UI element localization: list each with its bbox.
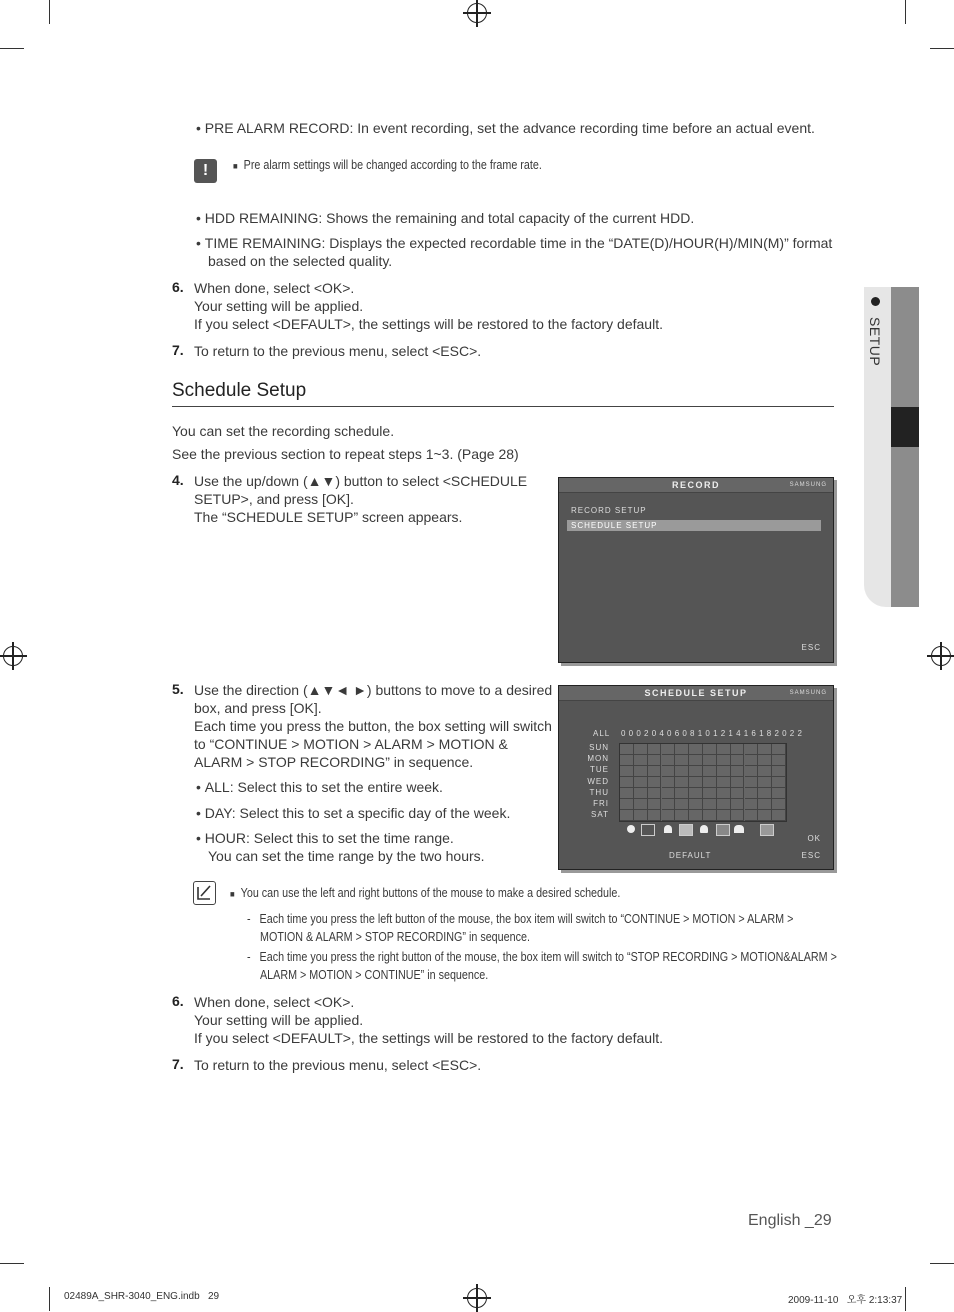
schedule-cell[interactable] xyxy=(745,788,759,799)
legend-continue-box xyxy=(641,824,655,836)
bullet-day: • DAY: Select this to set a specific day of the week. xyxy=(196,805,511,821)
legend-motion-alarm-box xyxy=(760,824,774,836)
schedule-cell[interactable] xyxy=(745,755,759,766)
schedule-cell[interactable] xyxy=(717,777,731,788)
caution-note: ■ Pre alarm settings will be changed according to the frame rate. xyxy=(233,158,542,172)
schedule-cell[interactable] xyxy=(675,777,689,788)
bullet-time-remaining: • TIME REMAINING: Displays the expected recordable time in the “DATE(D)/HOUR(H)/MIN(M)” format xyxy=(196,235,833,251)
caution-icon: ! xyxy=(194,159,217,183)
step-number: 7. xyxy=(172,342,184,358)
schedule-cell[interactable] xyxy=(731,799,745,810)
schedule-cell[interactable] xyxy=(648,799,662,810)
esc-button[interactable]: ESC xyxy=(801,643,821,652)
schedule-cell[interactable] xyxy=(731,766,745,777)
step7b-text: To return to the previous menu, select <ESC>. xyxy=(194,1057,482,1073)
day-wed[interactable]: WED xyxy=(587,777,609,786)
schedule-cell[interactable] xyxy=(758,788,772,799)
schedule-cell[interactable] xyxy=(745,744,759,755)
day-mon[interactable]: MON xyxy=(587,754,609,763)
schedule-cell[interactable] xyxy=(662,766,676,777)
footer-file: 02489A_SHR-3040_ENG.indb 29 xyxy=(64,1291,220,1302)
step6b-line1: When done, select <OK>. xyxy=(194,994,355,1010)
step5-line4: to “CONTINUE > MOTION > ALARM > MOTION & xyxy=(194,736,508,752)
schedule-cell[interactable] xyxy=(675,744,689,755)
bullet-hour-sub: You can set the time range by the two hours. xyxy=(208,848,485,864)
schedule-cell[interactable] xyxy=(648,788,662,799)
schedule-cell[interactable] xyxy=(620,755,634,766)
schedule-cell[interactable] xyxy=(648,744,662,755)
samsung-logo: SAMSUNG xyxy=(789,690,827,696)
step6a-line1: When done, select <OK>. xyxy=(194,280,355,296)
step-number: 6. xyxy=(172,279,184,295)
menu-item-schedule-setup: SCHEDULE SETUP xyxy=(571,521,658,530)
step6a-line3: If you select <DEFAULT>, the settings will be restored to the factory default. xyxy=(194,316,663,332)
schedule-cell[interactable] xyxy=(745,777,759,788)
step7a-text: To return to the previous menu, select <ESC>. xyxy=(194,343,482,359)
step6b-line2: Your setting will be applied. xyxy=(194,1012,364,1028)
schedule-cell[interactable] xyxy=(745,766,759,777)
page-footer: English _29 xyxy=(748,1212,832,1229)
schedule-cell[interactable] xyxy=(703,755,717,766)
section-title: Schedule Setup xyxy=(172,380,307,401)
note-icon xyxy=(193,881,216,905)
schedule-cell[interactable] xyxy=(620,766,634,777)
legend-motion-icon xyxy=(664,825,672,833)
pencil-icon xyxy=(194,882,214,903)
schedule-grid[interactable] xyxy=(619,743,787,822)
mouse-note-sub1b: MOTION & ALARM > STOP RECORDING” in sequence. xyxy=(260,930,530,944)
registration-mark-bottom xyxy=(467,1288,487,1308)
hour-labels[interactable]: 0 0 0 2 0 4 0 6 0 8 1 0 1 2 1 4 1 6 1 8 2 0 2 2 xyxy=(621,729,803,738)
bullet-time-remaining-cont: based on the selected quality. xyxy=(208,253,393,269)
step5-line2: box, and press [OK]. xyxy=(194,700,322,716)
schedule-cell[interactable] xyxy=(634,799,648,810)
schedule-cell[interactable] xyxy=(662,744,676,755)
side-tab xyxy=(864,287,919,607)
schedule-cell[interactable] xyxy=(648,777,662,788)
schedule-cell[interactable] xyxy=(758,755,772,766)
record-screen-title: RECORD xyxy=(559,478,833,493)
bullet-hdd-remaining: • HDD REMAINING: Shows the remaining and total capacity of the current HDD. xyxy=(196,210,695,226)
mouse-note-sub2a: - Each time you press the right button of the mouse, the box item will switch to “STOP RECORDING > MOTION&ALARM > xyxy=(247,950,837,964)
schedule-cell[interactable] xyxy=(675,810,689,821)
schedule-cell[interactable] xyxy=(745,799,759,810)
schedule-cell[interactable] xyxy=(717,766,731,777)
schedule-cell[interactable] xyxy=(717,810,731,821)
schedule-cell[interactable] xyxy=(731,744,745,755)
step-number: 4. xyxy=(172,472,184,488)
schedule-cell[interactable] xyxy=(620,810,634,821)
schedule-cell[interactable] xyxy=(758,799,772,810)
schedule-cell[interactable] xyxy=(634,766,648,777)
schedule-cell[interactable] xyxy=(703,744,717,755)
schedule-cell[interactable] xyxy=(648,755,662,766)
schedule-cell[interactable] xyxy=(717,788,731,799)
schedule-cell[interactable] xyxy=(689,788,703,799)
section-intro-1: You can set the recording schedule. xyxy=(172,423,395,439)
default-button[interactable]: DEFAULT xyxy=(669,851,712,860)
schedule-cell[interactable] xyxy=(662,799,676,810)
schedule-cell[interactable] xyxy=(675,799,689,810)
legend-alarm-icon xyxy=(700,825,708,833)
schedule-cell[interactable] xyxy=(772,810,786,821)
registration-mark-right xyxy=(931,646,951,666)
menu-item-record-setup[interactable]: RECORD SETUP xyxy=(571,506,647,515)
registration-mark-top xyxy=(467,3,487,23)
bullet-all: • ALL: Select this to set the entire week. xyxy=(196,779,443,795)
schedule-cell[interactable] xyxy=(634,777,648,788)
legend-motion-box xyxy=(679,824,693,836)
schedule-cell[interactable] xyxy=(717,744,731,755)
record-screen xyxy=(558,477,834,663)
schedule-cell[interactable] xyxy=(689,766,703,777)
mouse-note-sub1a: - Each time you press the left button of the mouse, the box item will switch to “CONTINUE > MOTION > ALARM > xyxy=(247,912,794,926)
bullet-pre-alarm: • PRE ALARM RECORD: In event recording, set the advance recording time before an actual event. xyxy=(196,120,815,136)
schedule-cell[interactable] xyxy=(620,788,634,799)
section-rule xyxy=(172,406,834,407)
registration-mark-left xyxy=(3,646,23,666)
schedule-cell[interactable] xyxy=(731,788,745,799)
day-tue[interactable]: TUE xyxy=(590,765,609,774)
bullet-hour: • HOUR: Select this to set the time range. xyxy=(196,830,454,846)
schedule-cell[interactable] xyxy=(634,810,648,821)
schedule-cell[interactable] xyxy=(758,810,772,821)
schedule-cell[interactable] xyxy=(634,788,648,799)
step-number: 6. xyxy=(172,993,184,1009)
schedule-cell[interactable] xyxy=(703,799,717,810)
schedule-cell[interactable] xyxy=(703,777,717,788)
schedule-cell[interactable] xyxy=(745,810,759,821)
schedule-cell[interactable] xyxy=(648,810,662,821)
step4-line2: SETUP>, and press [OK]. xyxy=(194,491,354,507)
schedule-cell[interactable] xyxy=(772,788,786,799)
esc-button[interactable]: ESC xyxy=(801,851,821,860)
schedule-cell[interactable] xyxy=(689,744,703,755)
schedule-cell[interactable] xyxy=(772,744,786,755)
schedule-cell[interactable] xyxy=(620,799,634,810)
menu-item-schedule-setup-highlight[interactable] xyxy=(567,520,821,531)
schedule-cell[interactable] xyxy=(758,777,772,788)
schedule-cell[interactable] xyxy=(662,810,676,821)
samsung-logo: SAMSUNG xyxy=(789,482,827,488)
schedule-screen xyxy=(558,685,834,870)
footer-timestamp: 2009-11-10 오후 2:13:37 xyxy=(788,1295,903,1306)
step4-line1: Use the up/down (▲▼) button to select <SCHEDULE xyxy=(194,473,528,489)
schedule-cell[interactable] xyxy=(703,810,717,821)
schedule-cell[interactable] xyxy=(772,777,786,788)
schedule-cell[interactable] xyxy=(662,755,676,766)
schedule-cell[interactable] xyxy=(758,744,772,755)
schedule-cell[interactable] xyxy=(620,744,634,755)
all-button[interactable]: ALL xyxy=(593,729,611,738)
step5-line3: Each time you press the button, the box setting will switch xyxy=(194,718,552,734)
legend-alarm-box xyxy=(716,824,730,836)
step6b-line3: If you select <DEFAULT>, the settings will be restored to the factory default. xyxy=(194,1030,663,1046)
schedule-cell[interactable] xyxy=(662,777,676,788)
day-thu[interactable]: THU xyxy=(589,788,609,797)
schedule-cell[interactable] xyxy=(758,766,772,777)
step4-line3: The “SCHEDULE SETUP” screen appears. xyxy=(194,509,463,525)
schedule-cell[interactable] xyxy=(717,755,731,766)
schedule-cell[interactable] xyxy=(772,766,786,777)
schedule-cell[interactable] xyxy=(717,799,731,810)
legend-continue-icon xyxy=(627,825,635,833)
mouse-note-main: ■ You can use the left and right buttons of the mouse to make a desired schedule. xyxy=(230,886,621,900)
schedule-screen-title: SCHEDULE SETUP xyxy=(559,686,833,701)
schedule-cell[interactable] xyxy=(620,777,634,788)
section-intro-2: See the previous section to repeat steps 1~3. (Page 28) xyxy=(172,446,519,462)
step5-line1: Use the direction (▲▼◄ ►) buttons to move to a desired xyxy=(194,682,553,698)
schedule-cell[interactable] xyxy=(689,777,703,788)
ok-button[interactable]: OK xyxy=(807,834,821,843)
schedule-cell[interactable] xyxy=(772,799,786,810)
mouse-note-sub2b: ALARM > MOTION > CONTINUE” in sequence. xyxy=(260,968,489,982)
schedule-cell[interactable] xyxy=(675,788,689,799)
day-sun[interactable]: SUN xyxy=(589,743,609,752)
schedule-cell[interactable] xyxy=(648,766,662,777)
step5-line5: ALARM > STOP RECORDING” in sequence. xyxy=(194,754,474,770)
schedule-cell[interactable] xyxy=(703,788,717,799)
step6a-line2: Your setting will be applied. xyxy=(194,298,364,314)
schedule-cell[interactable] xyxy=(689,799,703,810)
schedule-cell[interactable] xyxy=(689,755,703,766)
schedule-cell[interactable] xyxy=(662,788,676,799)
day-fri[interactable]: FRI xyxy=(593,799,609,808)
schedule-cell[interactable] xyxy=(731,777,745,788)
step-number: 7. xyxy=(172,1056,184,1072)
day-sat[interactable]: SAT xyxy=(591,810,609,819)
schedule-cell[interactable] xyxy=(634,744,648,755)
schedule-cell[interactable] xyxy=(634,755,648,766)
schedule-cell[interactable] xyxy=(731,810,745,821)
schedule-cell[interactable] xyxy=(675,755,689,766)
side-tab-label: SETUP xyxy=(867,317,883,367)
schedule-cell[interactable] xyxy=(689,810,703,821)
legend-motion-alarm-icon xyxy=(734,825,744,833)
schedule-cell[interactable] xyxy=(731,755,745,766)
step-number: 5. xyxy=(172,681,184,697)
schedule-cell[interactable] xyxy=(703,766,717,777)
schedule-cell[interactable] xyxy=(675,766,689,777)
schedule-cell[interactable] xyxy=(772,755,786,766)
